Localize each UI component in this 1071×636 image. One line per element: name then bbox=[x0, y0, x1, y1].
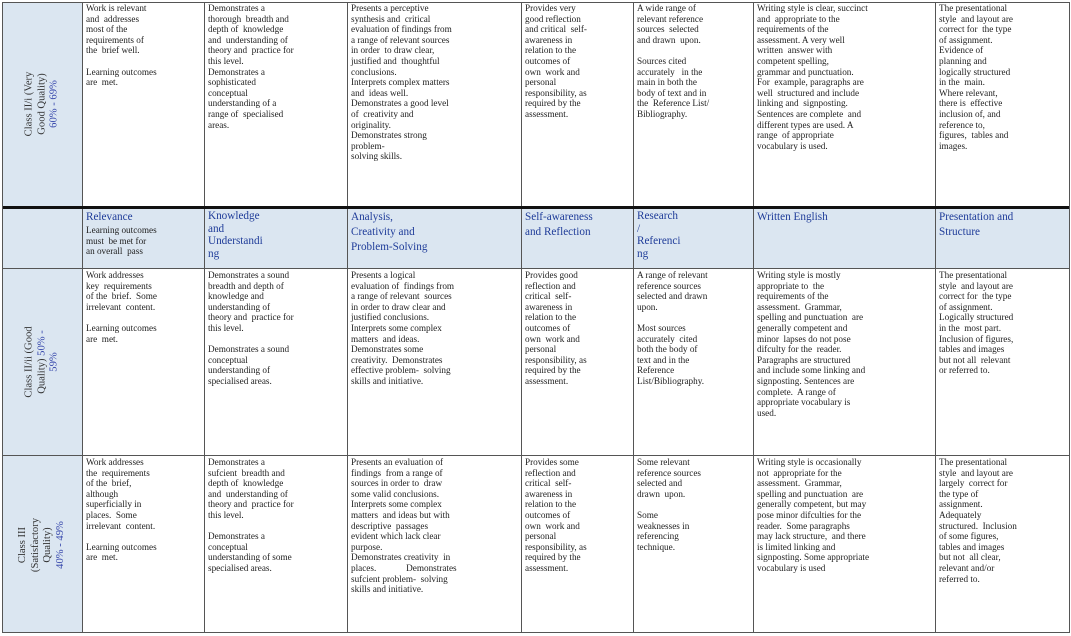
header-research-line: / bbox=[637, 222, 641, 235]
header-analysis bbox=[348, 209, 522, 269]
cell-presentation-class-2-1: The presentational style and layout are correct for the type of assignment. Evidence of planning and logically structured in the main. Where relevant, there is effective inclusion of, and reference to, figures, tables and images. bbox=[936, 2, 1070, 207]
header-knowledge-line: Understandi bbox=[208, 235, 263, 248]
row-label-line: (Satisfactory bbox=[29, 517, 41, 572]
header-knowledge-line: Knowledge bbox=[208, 210, 260, 222]
header-analysis-line: Problem-Solving bbox=[351, 241, 428, 253]
row-label-class-2-2 bbox=[2, 269, 83, 456]
row-label-line-text: Quality) bbox=[35, 358, 47, 394]
header-self-awareness-line: and Reflection bbox=[525, 226, 591, 238]
header-research bbox=[634, 209, 754, 269]
cell-presentation-class-2-2: The presentational style and layout are correct for the type of assignment. Logically structured in the most part. Inclusion of figures, tables and images but not all relevant or referred to. bbox=[936, 269, 1070, 456]
cell-relevance-class-2-1: Work is relevant and addresses most of the requirements of the brief well. Learning outcomes are met. bbox=[83, 2, 205, 207]
header-research-line: ng bbox=[637, 247, 649, 260]
cell-self-awareness-class-2-1: Provides very good reflection and critical self- awareness in relation to the outcomes of own work and personal responsibility, as required by the assessment. bbox=[522, 2, 634, 207]
cell-analysis-class-3: Presents an evaluation of findings from a range of sources in order to draw some valid conclusions. Interprets some complex matters and ideas but with descriptive passages evident which lack clear purpose. Demonstrates creativity in places. Demonstrates sufcient problem- solving skills and initiative. bbox=[348, 456, 522, 633]
row-label-text bbox=[17, 517, 67, 571]
cell-written-english-class-3: Writing style is occasionally not appropriate for the assessment. Grammar, spelling and punctuation are generally competent, but may pose minor difculties for the reader. Some paragraphs may lack structure, and there is limited linking and signposting. Some appropriate vocabulary is used bbox=[754, 456, 936, 633]
row-label-line: Class II/ii (Good bbox=[23, 326, 35, 398]
cell-knowledge-class-2-2: Demonstrates a sound breadth and depth of knowledge and understanding of theory and practice for this level. Demonstrates a sound conceptual understanding of specialised areas. bbox=[205, 269, 348, 456]
header-self-awareness bbox=[522, 209, 634, 269]
header-relevance bbox=[83, 209, 205, 269]
cell-knowledge-class-2-1: Demonstrates a thorough breadth and depth of knowledge and understanding of theory and practice for this level. Demonstrates a sophisticated conceptual understanding of a range of specialised areas. bbox=[205, 2, 348, 207]
row-label-line: Quality) bbox=[42, 526, 53, 563]
row-label-line: Good Quality) bbox=[35, 73, 47, 135]
row-label-line: Class II/i (Very bbox=[23, 71, 35, 137]
row-label-percent: 50% - bbox=[35, 330, 47, 356]
header-presentation-line: Presentation and bbox=[939, 211, 1014, 223]
header-analysis-line: Creativity and bbox=[351, 226, 415, 238]
header-research-line: Research bbox=[637, 210, 678, 222]
header-blank-cell bbox=[2, 209, 83, 269]
header-written-english bbox=[754, 209, 936, 269]
header-presentation-line: Structure bbox=[939, 226, 981, 238]
row-label-text bbox=[23, 326, 61, 397]
cell-written-english-class-2-1: Writing style is clear, succinct and appropriate to the requirements of the assessment. A very well written answer with competent spelling, grammar and punctuation. For example, paragraphs are well structured and include linking and signposting. Sentences are complete and different types are used. A range of appropriate vocabulary is used. bbox=[754, 2, 936, 207]
cell-analysis-class-2-2: Presents a logical evaluation of findings from a range of relevant sources in order to draw clear and justified conclusions. Interprets some complex matters and ideas. Demonstrates some creativity. Demonstrates effective problem- solving skills and initiative. bbox=[348, 269, 522, 456]
cell-relevance-class-2-2: Work addresses key requirements of the brief. Some irrelevant content. Learning outcomes are met. bbox=[83, 269, 205, 456]
header-knowledge-line: ng bbox=[208, 247, 220, 260]
row-label-percent: 40% - 49% bbox=[54, 520, 66, 569]
cell-research-class-2-1: A wide range of relevant reference sources selected and drawn upon. Sources cited accurately in the main in both the body of text and in the Reference List/ Bibliography. bbox=[634, 2, 754, 207]
cell-research-class-2-2: A range of relevant reference sources selected and drawn upon. Most sources accurately cited both the body of text and in the Reference List/Bibliography. bbox=[634, 269, 754, 456]
cell-research-class-3: Some relevant reference sources selected and drawn upon. Some weaknesses in referencing technique. bbox=[634, 456, 754, 633]
row-label-line: Class III bbox=[17, 526, 28, 563]
row-label-class-3 bbox=[2, 456, 83, 633]
row-label-class-2-1 bbox=[2, 2, 83, 207]
row-label-percent: 59% bbox=[48, 352, 60, 372]
row-label-text bbox=[23, 72, 61, 137]
header-analysis-line: Analysis, bbox=[351, 211, 393, 223]
header-research-line: Referenci bbox=[637, 235, 681, 248]
header-knowledge-line: and bbox=[208, 222, 225, 235]
header-presentation bbox=[936, 209, 1070, 269]
cell-self-awareness-class-2-2: Provides good reflection and critical self- awareness in relation to the outcomes of own work and personal responsibility, as required by the assessment. bbox=[522, 269, 634, 456]
cell-analysis-class-2-1: Presents a perceptive synthesis and critical evaluation of findings from a range of relevant sources in order to draw clear, justified and thoughtful conclusions. Interprets complex matters and ideas well. Demonstrates a good level of creativity and originality. Demonstrates strong problem- solving skills. bbox=[348, 2, 522, 207]
cell-presentation-class-3: The presentational style and layout are largely correct for the type of assignment. Adequately structured. Inclusion of some figures, tables and images but not all clear, relevant and/or referred to. bbox=[939, 457, 1017, 584]
row-label-percent: 60% - 69% bbox=[48, 80, 60, 128]
cell-knowledge-class-3: Demonstrates a sufcient breadth and depth of knowledge and understanding of theory and practice for this level. Demonstrates a conceptual understanding of some specialised areas. bbox=[205, 456, 348, 633]
header-relevance-title: Relevance bbox=[86, 211, 133, 223]
cell-self-awareness-class-3: Provides some reflection and critical self- awareness in relation to the outcomes of own work and personal responsibility, as required by the assessment. bbox=[522, 456, 634, 633]
cell-relevance-class-3: Work addresses the requirements of the brief, although superficially in places. Some irrelevant content. Learning outcomes are met. bbox=[83, 456, 205, 633]
marking-rubric-table bbox=[2, 2, 1070, 633]
header-relevance-note: Learning outcomes must be met for an overall pass bbox=[86, 225, 157, 257]
row-label-line bbox=[36, 326, 49, 397]
cell-written-english-class-2-2: Writing style is mostly appropriate to the requirements of the assessment. Grammar, spelling and punctuation are generally competent and minor lapses do not pose difculty for the reader. Paragraphs are structured and include some linking and signposting. Sentences are complete. A range of appropriate vocabulary is used. bbox=[754, 269, 936, 456]
header-written-english-title: Written English bbox=[757, 211, 828, 223]
header-self-awareness-line: Self-awareness bbox=[525, 211, 593, 223]
header-knowledge bbox=[205, 209, 348, 269]
